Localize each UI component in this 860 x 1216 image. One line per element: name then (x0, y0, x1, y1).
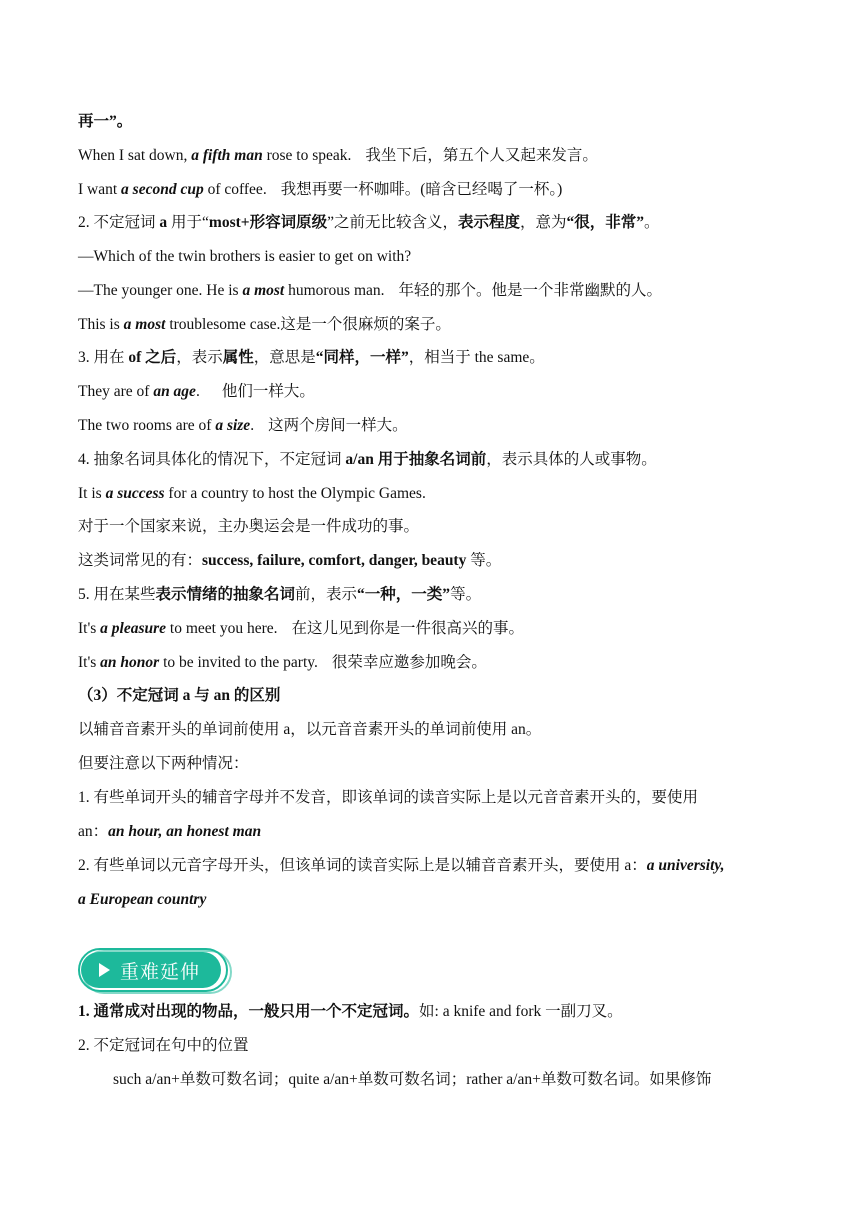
rule-keyword: of 之后 (128, 349, 177, 366)
rule-text: ，相当于 the same。 (408, 349, 545, 366)
rule-keyword: “很，非常” (566, 214, 645, 231)
section-badge (78, 948, 233, 994)
rule-text: 前，表示 (295, 586, 358, 603)
play-triangle-icon (99, 963, 110, 977)
subsection-heading: （3）不定冠词 a 与 an 的区别 (78, 687, 281, 704)
rule-keyword: 属性 (222, 349, 254, 366)
rule-text: ”之前无比较含义， (327, 214, 458, 231)
sentence-text: The two rooms are of (78, 417, 216, 434)
word-list (78, 549, 784, 573)
rule-keyword: a/an 用于抽象名词前 (345, 451, 487, 468)
rule-text: 3. 用在 (78, 349, 129, 366)
rule-item (78, 583, 784, 607)
rule-keyword: 表示程度 (458, 214, 521, 231)
example-sentence (78, 482, 784, 506)
text-line: such a/an+单数可数名词；quite a/an+单数可数名词；rather a/an+单数可数名词。如果修饰 (113, 1071, 712, 1088)
sentence-text: to be invited to the party. (159, 654, 318, 671)
rule-text: 2. 有些单词以元音字母开头，但该单词的读音实际上是以辅音音素开头，要使用 a： (78, 857, 647, 874)
rule-text: an： (78, 823, 109, 840)
sentence-text: humorous man. (284, 282, 385, 299)
rule-item (78, 211, 784, 235)
emphasis-text: a size (215, 417, 251, 434)
emphasis-text: a success (105, 485, 165, 502)
sentence-text: —The younger one. He is (78, 282, 243, 299)
translation-text: 很荣幸应邀参加晚会。 (331, 654, 487, 671)
emphasis-text: a most (242, 282, 285, 299)
rule-text: 4. 抽象名词具体化的情况下，不定冠词 (78, 451, 346, 468)
rule-text: ，表示 (176, 349, 223, 366)
translation-text: 在这儿见到你是一件很高兴的事。 (291, 620, 525, 637)
example-sentence (78, 279, 784, 303)
emphasis-text: an honor (100, 654, 160, 671)
translation-text: 年轻的那个。他是一个非常幽默的人。 (398, 282, 663, 299)
sentence-text: It's (78, 654, 101, 671)
sentence-text: to meet you here. (166, 620, 278, 637)
rule-item: 2. 不定冠词在句中的位置 (78, 1037, 249, 1054)
rule-keyword: 1. 通常成对出现的物品，一般只用一个不定冠词。 (78, 1003, 420, 1020)
section-badge-label: 重难延伸 (120, 960, 201, 983)
example-sentence (78, 414, 784, 438)
emphasis-text: an hour, an honest man (108, 823, 262, 840)
emphasis-text: a second cup (121, 181, 204, 198)
translation-text: 我想再要一杯咖啡。(暗含已经喝了一杯。) (280, 181, 563, 198)
rule-text: 如: a knife and fork 一副刀叉。 (419, 1003, 623, 1020)
text-line: 再一”。 (78, 113, 133, 130)
emphasis-text: an age (153, 383, 196, 400)
rule-text: 这类词常见的有： (78, 552, 203, 569)
sentence-text: I want (78, 181, 122, 198)
sentence-text: rose to speak. (262, 147, 352, 164)
text-line: 但要注意以下两种情况： (78, 755, 249, 772)
example-sentence: —Which of the twin brothers is easier to get on with? (78, 248, 412, 265)
example-sentence (78, 380, 784, 404)
rule-item (78, 448, 784, 472)
rule-text: 2. 不定冠词 (78, 214, 160, 231)
rule-keyword: success, failure, comfort, danger, beauty (202, 552, 467, 569)
rule-text: 用于“ (167, 214, 209, 231)
rule-text: 等。 (466, 552, 502, 569)
example-sentence (78, 178, 784, 202)
translation-line: 对于一个国家来说，主办奥运会是一件成功的事。 (78, 518, 420, 535)
emphasis-text: a pleasure (100, 620, 167, 637)
rule-item: 1. 有些单词开头的辅音字母并不发音，即该单词的读音实际上是以元音音素开头的，要使用 (78, 789, 699, 806)
example-sentence (78, 820, 784, 844)
rule-text: ，意思是 (253, 349, 316, 366)
sentence-text: They are of (78, 383, 154, 400)
example-sentence: a European country (78, 891, 207, 908)
rule-keyword: “一种，一类” (357, 586, 451, 603)
sentence-text: When I sat down, (78, 147, 192, 164)
sentence-text: troublesome case.这是一个很麻烦的案子。 (165, 316, 451, 333)
sentence-text: . (195, 383, 200, 400)
rule-item (78, 1000, 784, 1024)
rule-item (78, 346, 784, 370)
rule-item (78, 854, 784, 878)
sentence-text: for a country to host the Olympic Games. (164, 485, 426, 502)
rule-keyword: “同样，一样” (315, 349, 409, 366)
sentence-text: It is (78, 485, 106, 502)
rule-keyword: 表示情绪的抽象名词 (155, 586, 296, 603)
sentence-text: This is (78, 316, 124, 333)
emphasis-text: a fifth man (191, 147, 263, 164)
rule-text: 5. 用在某些 (78, 586, 156, 603)
rule-keyword: most+形容词原级 (208, 214, 328, 231)
rule-keyword: a (159, 214, 168, 231)
example-sentence (78, 651, 784, 675)
example-sentence (78, 313, 784, 337)
example-sentence (78, 617, 784, 641)
translation-text: 我坐下后，第五个人又起来发言。 (365, 147, 598, 164)
rule-text: ，意为 (520, 214, 567, 231)
text-line: 以辅音音素开头的单词前使用 a，以元音音素开头的单词前使用 an。 (78, 721, 542, 738)
emphasis-text: a most (123, 316, 166, 333)
sentence-text: . (250, 417, 255, 434)
sentence-text: It's (78, 620, 101, 637)
sentence-text: of coffee. (203, 181, 267, 198)
rule-text: ，表示具体的人或事物。 (486, 451, 657, 468)
translation-text: 这两个房间一样大。 (268, 417, 408, 434)
example-sentence (78, 144, 784, 168)
rule-text: 等。 (450, 586, 482, 603)
rule-text: 。 (644, 214, 660, 231)
emphasis-text: a university, (646, 857, 725, 874)
translation-text: 他们一样大。 (221, 383, 315, 400)
